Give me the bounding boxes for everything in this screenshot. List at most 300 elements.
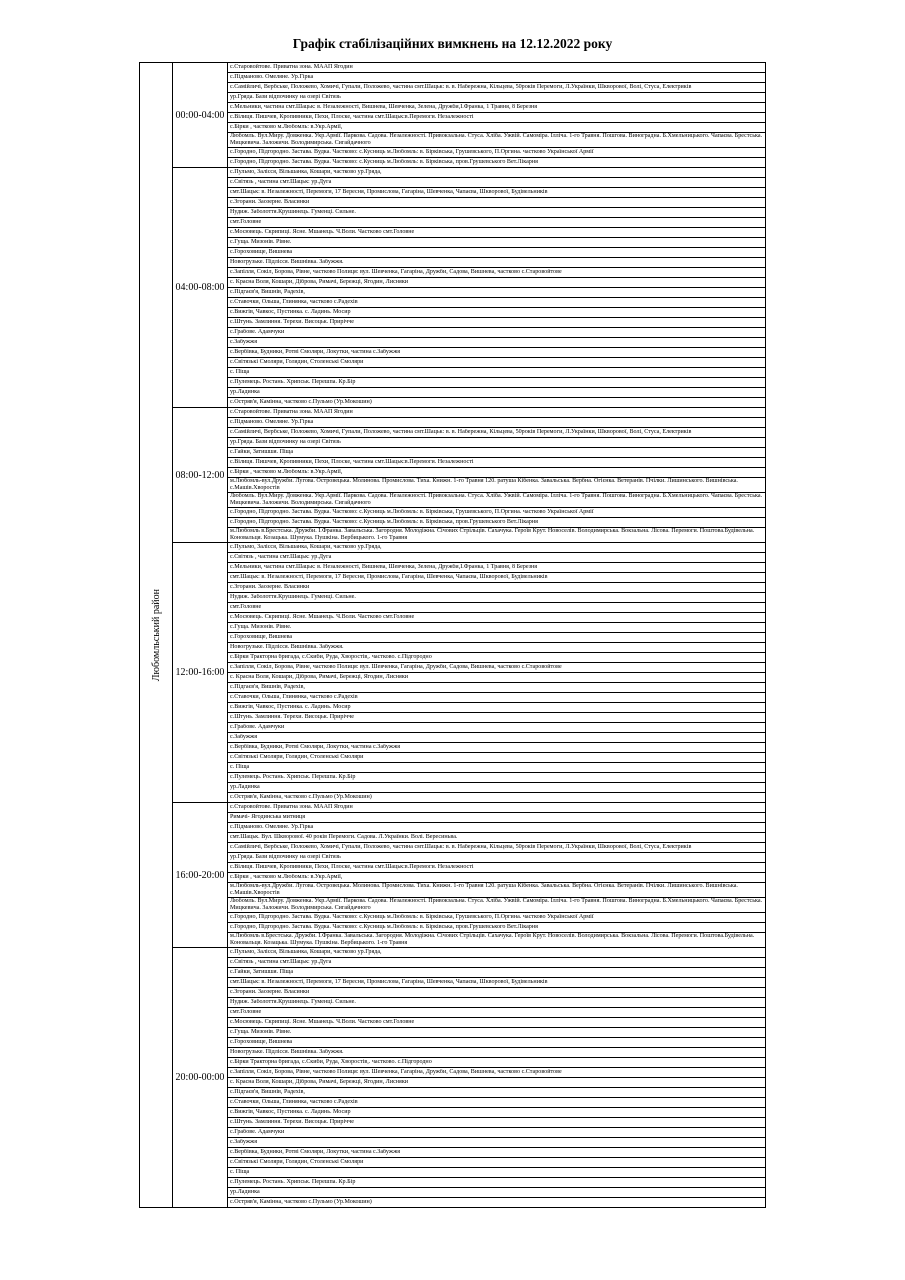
area-cell [228, 378, 766, 388]
schedule-row [140, 93, 766, 103]
area-text: Римачі- Ягодинська митниця [230, 814, 306, 820]
schedule-row [140, 933, 766, 948]
area-cell [228, 478, 766, 493]
area-cell [228, 623, 766, 633]
schedule-row [140, 408, 766, 418]
area-cell [228, 268, 766, 278]
schedule-row [140, 683, 766, 693]
area-text: с.Городно, Підгородно. Застава. Вудка. Частково: с.Кусниць м.Любомль: в. Бірківська, пров.Грушевського Вет.Лікарня [230, 924, 538, 930]
schedule-row [140, 528, 766, 543]
area-cell [228, 278, 766, 288]
area-text: с.Штунь. Замлиння. Терехи. Висоцьк. Прирічче [230, 1119, 355, 1125]
area-text: с.Старовойтове. Приватна зона. МААП Ягодин [230, 409, 353, 415]
area-cell [228, 1018, 766, 1028]
area-cell [228, 338, 766, 348]
area-text: с.Згорани. Заозерне. Власинки [230, 199, 310, 205]
area-cell [228, 83, 766, 93]
area-cell [228, 583, 766, 593]
area-cell [228, 853, 766, 863]
area-cell [228, 803, 766, 813]
schedule-row [140, 693, 766, 703]
schedule-row [140, 563, 766, 573]
schedule-body [140, 63, 766, 1208]
area-cell [228, 158, 766, 168]
area-text: с.Мельники, частина смт.Шацьк: в. Незалежності, Вишнева, Шевченка, Зелена, Дружби,І.Франка, 1 Травня, 8 Березня [230, 564, 538, 570]
area-cell [228, 723, 766, 733]
area-text: с.Мельники, частина смт.Шацьк: в. Незалежності, Вишнева, Шевченка, Зелена, Дружби,І.Франка, 1 Травня, 8 Березня [230, 104, 538, 110]
schedule-row [140, 1188, 766, 1198]
area-text: с.Мосювець. Скрипиці. Ясне. Мшанець. Ч.Воли. Частково смт.Головне [230, 1019, 415, 1025]
area-text: с.Гуща. Мизонів. Рівне. [230, 239, 292, 245]
area-cell [228, 198, 766, 208]
area-text: с.Городно, Підгородно. Застава. Вудка. Частково: с.Кусниць м.Любомль: в. Бірківська, пров.Грушевського Вет.Лікарня [230, 519, 538, 525]
area-text: с.Бірки Тракторна бригада, с.Скиби, Руда, Хворостів,. частково. с.Підгородно [230, 1059, 432, 1065]
schedule-row [140, 133, 766, 148]
schedule-row [140, 83, 766, 93]
area-text: с.Грабове. Адамчуки [230, 1129, 285, 1135]
area-cell [228, 133, 766, 148]
schedule-row [140, 1118, 766, 1128]
time-slot-cell: 08:00-12:00 [173, 408, 228, 543]
schedule-row [140, 958, 766, 968]
area-text: ур.Ладинка [230, 1189, 260, 1195]
area-text: м.Любомль в.Брестська. Дружби. І.Франка. Завальська. Загородня. Молодіжна. Січових Стрільців. Сахачука. Героїв Крут. Новоселів. Володимирська. Вокзальна. Лісова. Перемоги. Поштова.Будівельна. Коновальця. Козацька. Шумука. Пушкіна. Вербицького. 1-го Травня [230, 933, 755, 946]
area-text: смт.Шацьк: в. Незалежності, Перемоги, 17 Вересня, Промислова, Гагаріна, Шевченка, Чапаєва, Шкворової, Будівельників [230, 574, 548, 580]
area-cell [228, 318, 766, 328]
schedule-row [140, 833, 766, 843]
area-cell [228, 998, 766, 1008]
area-cell [228, 63, 766, 73]
area-text: с.Підманово. Омеляне. Ур.Гірка [230, 74, 314, 80]
area-cell [228, 238, 766, 248]
area-text: с.Згорани. Заозерне. Власинки [230, 584, 310, 590]
time-slot-cell: 20:00-00:00 [173, 948, 228, 1208]
area-cell [228, 408, 766, 418]
schedule-row [140, 218, 766, 228]
area-text: с.Вижгів, Чавкос, Пустинка. с. Ладинь. Мосир [230, 309, 351, 315]
area-text: с.Остряв'я, Камінна, частково с.Пульмо (Ур.Мокошин) [230, 399, 372, 405]
area-cell [228, 1158, 766, 1168]
area-text: с.Бірки , частково м.Любомль: в.Укр.Армії, [230, 874, 343, 880]
area-text: с. Красна Воля, Кошари, Діброва, Римачі, Бережці, Ягодин, Лисняки [230, 279, 409, 285]
schedule-row [140, 593, 766, 603]
area-text: ур.Гряда. Бази відпочинку на озері Світязь [230, 854, 341, 860]
area-cell [228, 93, 766, 103]
area-text: с.Пулемець. Ростань. Хрипськ. Перешпа. Кр.Бір [230, 774, 356, 780]
time-slot-cell: 00:00-04:00 [173, 63, 228, 168]
area-text: Нудиж. Заболоття.Крушинець. Гуменці. Сильне. [230, 209, 356, 215]
schedule-row [140, 733, 766, 743]
area-text: ур.Гряда. Бази відпочинку на озері Світязь [230, 439, 341, 445]
area-text: с.Старовойтове. Приватна зона. МААП Ягодин [230, 64, 353, 70]
area-text: с.Вербівка, Будники, Ротві Смоляри, Локутки, частина с.Забужжя [230, 744, 401, 750]
area-text: с.Гороховище, Вишнева [230, 1039, 293, 1045]
area-cell [228, 1048, 766, 1058]
area-text: с.Вербівка, Будники, Ротві Смоляри, Локутки, частина с.Забужжя [230, 349, 401, 355]
schedule-row [140, 338, 766, 348]
area-cell [228, 683, 766, 693]
schedule-row [140, 1148, 766, 1158]
schedule-row [140, 288, 766, 298]
schedule-row [140, 913, 766, 923]
schedule-row [140, 583, 766, 593]
area-cell [228, 418, 766, 428]
area-cell [228, 873, 766, 883]
schedule-row [140, 103, 766, 113]
schedule-row [140, 438, 766, 448]
area-cell [228, 1028, 766, 1038]
schedule-row [140, 478, 766, 493]
area-text: с.Світязь , частина смт.Шацьк: ур.Дуга [230, 959, 332, 965]
area-cell [228, 1068, 766, 1078]
schedule-row [140, 368, 766, 378]
area-cell [228, 968, 766, 978]
schedule-row [140, 813, 766, 823]
area-text: ур.Ладинка [230, 784, 260, 790]
area-cell [228, 813, 766, 823]
schedule-row [140, 248, 766, 258]
schedule-row [140, 653, 766, 663]
district-cell [140, 63, 173, 1208]
area-cell [228, 458, 766, 468]
area-cell [228, 763, 766, 773]
area-text: с.Підгаєв'я, Вишнів, Радехів, [230, 289, 305, 295]
schedule-row [140, 1198, 766, 1208]
area-text: с. Красна Воля, Кошари, Діброва, Римачі, Бережці, Ягодин, Лисняки [230, 1079, 409, 1085]
schedule-row [140, 623, 766, 633]
area-cell [228, 1038, 766, 1048]
area-cell [228, 833, 766, 843]
area-text: с.Самійличі, Вербське, Положево, Хомичі, Гупали, Положево, частина смт.Шацьк: в. в. Набережна, Кільцева, 50років Перемоги, Л.Українки, Шкворової, Волі, Стуса, Електриків [230, 844, 692, 850]
area-cell [228, 773, 766, 783]
area-cell [228, 308, 766, 318]
area-cell [228, 188, 766, 198]
area-text: с.Городно, Підгородно. Застава. Вудка. Частково: с.Кусниць м.Любомль: в. Бірківська, пров.Грушевського Вет.Лікарня [230, 159, 538, 165]
area-text: с.Вербівка, Будники, Ротві Смоляри, Локутки, частина с.Забужжя [230, 1149, 401, 1155]
schedule-row [140, 398, 766, 408]
schedule-row [140, 603, 766, 613]
area-text: м.Любомль-вул.Дружби. Лугова. Островецька. Молинова. Промислова. Тиха. Книжн. 1-го Травня 120. ратуша Кібенка. Завальська. Вербна. Огієнка. Ветеранів. Пчілки. Лишинського. Вишнівська. с.Машів.Хворостів [230, 883, 738, 896]
area-cell [228, 553, 766, 563]
schedule-row [140, 1168, 766, 1178]
area-text: смт.Головне [230, 219, 262, 225]
schedule-row [140, 268, 766, 278]
area-cell [228, 1118, 766, 1128]
area-cell [228, 923, 766, 933]
area-text: с.Гуща. Мизонів. Рівне. [230, 624, 292, 630]
area-cell [228, 593, 766, 603]
area-cell [228, 603, 766, 613]
area-cell [228, 248, 766, 258]
schedule-row [140, 703, 766, 713]
area-text: с.Світязькі Смоляри, Голядин, Столенські Смоляри [230, 359, 364, 365]
area-cell [228, 1078, 766, 1088]
area-text: с.Ставочки, Ольша, Глинянка, частково с.Радехів [230, 299, 358, 305]
area-cell [228, 208, 766, 218]
area-cell [228, 988, 766, 998]
schedule-row [140, 883, 766, 898]
area-text: с.Підманово. Омеляне. Ур.Гірка [230, 824, 314, 830]
area-cell [228, 883, 766, 898]
area-text: с.Пульмо, Залісся, Вільшанка, Кошари, частково ур.Гряда, [230, 169, 382, 175]
area-text: м.Любомль в.Брестська. Дружби. І.Франка. Завальська. Загородня. Молодіжна. Січових Стрільців. Сахачука. Героїв Крут. Новоселів. Володимирська. Вокзальна. Лісова. Перемоги. Поштова.Будівельна. Коновальця. Козацька. Шумука. Пушкіна. Вербицького. 1-го Травня [230, 528, 755, 541]
schedule-row [140, 853, 766, 863]
area-text: с.Підгаєв'я, Вишнів, Радехів, [230, 1089, 305, 1095]
area-cell [228, 673, 766, 683]
area-cell [228, 468, 766, 478]
schedule-row [140, 1158, 766, 1168]
area-text: смт.Головне [230, 604, 262, 610]
schedule-row [140, 1018, 766, 1028]
schedule-row [140, 508, 766, 518]
schedule-row [140, 633, 766, 643]
time-slot-cell: 12:00-16:00 [173, 543, 228, 803]
area-cell [228, 228, 766, 238]
schedule-row [140, 418, 766, 428]
area-cell [228, 358, 766, 368]
schedule-row [140, 168, 766, 178]
schedule-row [140, 948, 766, 958]
schedule-row [140, 318, 766, 328]
schedule-row [140, 378, 766, 388]
area-text: с.Бірки , частково м.Любомль: в.Укр.Армії, [230, 469, 343, 475]
area-cell [228, 643, 766, 653]
schedule-row [140, 458, 766, 468]
schedule-row [140, 188, 766, 198]
area-cell [228, 863, 766, 873]
schedule-row [140, 308, 766, 318]
time-slot-cell: 16:00-20:00 [173, 803, 228, 948]
area-cell [228, 1178, 766, 1188]
area-cell [228, 693, 766, 703]
area-text: с.Пульмо, Залісся, Вільшанка, Кошари, частково ур.Гряда, [230, 949, 382, 955]
schedule-row [140, 278, 766, 288]
area-text: с.Мосювець. Скрипиці. Ясне. Мшанець. Ч.Воли. Частково смт.Головне [230, 614, 415, 620]
area-cell [228, 388, 766, 398]
area-cell [228, 73, 766, 83]
area-text: с.Вілиця. Пишчев, Кропивники, Пехи, Плоске, частина смт.Шацьк:в.Перемоги. Незалежності [230, 864, 474, 870]
area-cell [228, 948, 766, 958]
schedule-row [140, 613, 766, 623]
area-text: с.Штунь. Замлиння. Терехи. Висоцьк. Прирічче [230, 319, 355, 325]
area-cell [228, 103, 766, 113]
area-cell [228, 258, 766, 268]
area-cell [228, 298, 766, 308]
area-text: Нудиж. Заболоття.Крушинець. Гуменці. Сильне. [230, 594, 356, 600]
schedule-row [140, 1038, 766, 1048]
area-text: с. Піща [230, 764, 250, 770]
area-cell [228, 753, 766, 763]
area-cell [228, 703, 766, 713]
area-cell [228, 368, 766, 378]
area-cell [228, 328, 766, 338]
schedule-row [140, 1048, 766, 1058]
area-text: с.Запілля, Сокіл, Борова, Рівне, частково Полиця: вул. Шевченка, Гагаріна, Дружби, Садова, Вишнева, частково с.Старовойтове [230, 1069, 562, 1075]
schedule-row [140, 358, 766, 368]
area-text: с.Світязь , частина смт.Шацьк: ур.Дуга [230, 179, 332, 185]
schedule-row [140, 773, 766, 783]
area-cell [228, 113, 766, 123]
area-cell [228, 633, 766, 643]
schedule-row [140, 783, 766, 793]
area-cell [228, 823, 766, 833]
schedule-row [140, 148, 766, 158]
area-cell [228, 713, 766, 723]
area-text: с.Самійличі, Вербське, Положево, Хомичі, Гупали, Положево, частина смт.Шацьк: в. в. Набережна, Кільцева, 50років Перемоги, Л.Українки, Шкворової, Волі, Стуса, Електриків [230, 84, 692, 90]
schedule-row [140, 543, 766, 553]
area-text: с.Гороховище, Вишнева [230, 249, 293, 255]
area-cell [228, 1148, 766, 1158]
area-cell [228, 528, 766, 543]
area-text: смт.Шацьк: в. Незалежності, Перемоги, 17 Вересня, Промислова, Гагаріна, Шевченка, Чапаєва, Шкворової, Будівельників [230, 189, 548, 195]
area-text: с.Згорани. Заозерне. Власинки [230, 989, 310, 995]
area-cell [228, 1008, 766, 1018]
schedule-row [140, 123, 766, 133]
schedule-row [140, 1068, 766, 1078]
schedule-row [140, 743, 766, 753]
area-text: с.Пулемець. Ростань. Хрипськ. Перешпа. Кр.Бір [230, 379, 356, 385]
area-text: с.Бірки , частково м.Любомль: в.Укр.Армії, [230, 124, 343, 130]
schedule-row [140, 228, 766, 238]
area-text: с. Красна Воля, Кошари, Діброва, Римачі, Бережці, Ягодин, Лисняки [230, 674, 409, 680]
area-cell [228, 148, 766, 158]
area-text: смт.Шацьк: в. Незалежності, Перемоги, 17 Вересня, Промислова, Гагаріна, Шевченка, Чапаєва, Шкворової, Будівельників [230, 979, 548, 985]
schedule-row [140, 843, 766, 853]
area-text: с.Підманово. Омеляне. Ур.Гірка [230, 419, 314, 425]
area-text: с.Запілля, Сокіл, Борова, Рівне, частково Полиця: вул. Шевченка, Гагаріна, Дружби, Садова, Вишнева, частково с.Старовойтове [230, 269, 562, 275]
area-text: с.Вижгів, Чавкос, Пустинка. с. Ладинь. Мосир [230, 704, 351, 710]
area-text: м.Любомль-вул.Дружби. Лугова. Островецька. Молинова. Промислова. Тиха. Книжн. 1-го Травня 120. ратуша Кібенка. Завальська. Вербна. Огієнка. Ветеранів. Пчілки. Лишинського. Вишнівська. с.Машів.Хворостів [230, 478, 738, 491]
area-text: с.Вілиця. Пишчев, Кропивники, Пехи, Плоске, частина смт.Шацьк:в.Перемоги. Незалежності [230, 459, 474, 465]
schedule-row [140, 158, 766, 168]
schedule-row [140, 348, 766, 358]
schedule-row [140, 208, 766, 218]
area-text: с.Підгаєв'я, Вишнів, Радехів, [230, 684, 305, 690]
area-text: ур.Гряда. Бази відпочинку на озері Світязь [230, 94, 341, 100]
schedule-row [140, 863, 766, 873]
area-cell [228, 1098, 766, 1108]
schedule-row [140, 753, 766, 763]
area-text: с.Вілиця. Пишчев, Кропивники, Пехи, Плоске, частина смт.Шацьк:в.Перемоги. Незалежності [230, 114, 474, 120]
area-cell [228, 613, 766, 623]
area-text: с.Остряв'я, Камінна, частково с.Пульмо (Ур.Мокошин) [230, 794, 372, 800]
area-text: с.Пульмо, Залісся, Вільшанка, Кошари, частково ур.Гряда, [230, 544, 382, 550]
area-text: с.Городно, Підгородно. Застава. Вудка. Частково: с.Кусниць м.Любомль: в. Бірківська, Грушевського, П.Оргина. частково Української Армії [230, 509, 594, 515]
area-text: с.Гайки, Затишшя. Піща [230, 449, 294, 455]
area-text: с.Городно, Підгородно. Застава. Вудка. Частково: с.Кусниць м.Любомль: в. Бірківська, Грушевського, П.Оргина. частково Української Армії [230, 149, 594, 155]
schedule-row [140, 63, 766, 73]
area-text: ур.Ладинка [230, 389, 260, 395]
area-text: с.Забужжя [230, 734, 258, 740]
schedule-row [140, 1178, 766, 1188]
area-text: с.Остряв'я, Камінна, частково с.Пульмо (Ур.Мокошин) [230, 1199, 372, 1205]
area-text: с.Світязькі Смоляри, Голядин, Столенські Смоляри [230, 1159, 364, 1165]
schedule-row [140, 1108, 766, 1118]
schedule-row [140, 328, 766, 338]
schedule-row [140, 803, 766, 813]
area-cell [228, 508, 766, 518]
area-cell [228, 1108, 766, 1118]
area-text: с. Піща [230, 369, 250, 375]
schedule-row [140, 238, 766, 248]
schedule-row [140, 553, 766, 563]
time-slot-cell: 04:00-08:00 [173, 168, 228, 408]
schedule-row [140, 998, 766, 1008]
area-text: смт.Шацьк. Вул. Шкворової. 40 років Перемоги. Садова. Л.Українки. Волі. Вересиньва. [230, 834, 458, 840]
area-cell [228, 1088, 766, 1098]
schedule-row [140, 723, 766, 733]
area-cell [228, 1138, 766, 1148]
area-text: с.Гуща. Мизонів. Рівне. [230, 1029, 292, 1035]
area-text: с.Штунь. Замлиння. Терехи. Висоцьк. Прирічче [230, 714, 355, 720]
area-cell [228, 843, 766, 853]
area-text: с.Городно, Підгородно. Застава. Вудка. Частково: с.Кусниць м.Любомль: в. Бірківська, Грушевського, П.Оргина. частково Української Армії [230, 914, 594, 920]
area-cell [228, 933, 766, 948]
area-text: с.Ставочки, Ольша, Глинянка, частково с.Радехів [230, 694, 358, 700]
area-cell [228, 218, 766, 228]
schedule-row [140, 1128, 766, 1138]
schedule-row [140, 1078, 766, 1088]
area-text: Любомль. Вул.Миру. Довженка. Укр.Армії. Паркова. Садова. Незалежності. Привокзальна. Стуса. Хліба. Ужвій. Самоміра. Ілліча. 1-го Травня. Пошгова. Виноградна. Б.Хмельницького. Чапаєва. Брестська. Мицкевича. Заложичи. Володимирська. Сигайдачного [230, 898, 763, 911]
schedule-row [140, 978, 766, 988]
area-cell [228, 1128, 766, 1138]
area-cell [228, 428, 766, 438]
area-cell [228, 743, 766, 753]
area-cell [228, 1058, 766, 1068]
schedule-row [140, 1088, 766, 1098]
schedule-row [140, 428, 766, 438]
area-cell [228, 563, 766, 573]
area-cell [228, 348, 766, 358]
document-title: Графік стабілізаційних вимкнень на 12.12.2022 року [292, 36, 613, 51]
area-cell [228, 898, 766, 913]
area-cell [228, 653, 766, 663]
area-text: с.Старовойтове. Приватна зона. МААП Ягодин [230, 804, 353, 810]
area-text: с.Світязь , частина смт.Шацьк: ур.Дуга [230, 554, 332, 560]
schedule-row [140, 873, 766, 883]
schedule-row [140, 258, 766, 268]
schedule-row [140, 448, 766, 458]
area-text: смт.Головне [230, 1009, 262, 1015]
schedule-row [140, 1028, 766, 1038]
area-text: с.Грабове. Адамчуки [230, 329, 285, 335]
area-cell [228, 518, 766, 528]
schedule-row [140, 988, 766, 998]
area-cell [228, 663, 766, 673]
schedule-row [140, 298, 766, 308]
schedule-row [140, 673, 766, 683]
area-text: Новогрузьке. Підлісся. Вишнівка. Забужжя. [230, 1049, 344, 1055]
area-text: Новогрузьке. Підлісся. Вишнівка. Забужжя. [230, 644, 344, 650]
schedule-row [140, 178, 766, 188]
area-text: с.Вижгів, Чавкос, Пустинка. с. Ладинь. Мосир [230, 1109, 351, 1115]
area-cell [228, 448, 766, 458]
area-cell [228, 783, 766, 793]
schedule-row [140, 388, 766, 398]
outage-schedule-table [139, 62, 766, 1208]
schedule-row [140, 793, 766, 803]
area-cell [228, 793, 766, 803]
area-cell [228, 978, 766, 988]
schedule-row [140, 823, 766, 833]
area-cell [228, 398, 766, 408]
schedule-row [140, 1008, 766, 1018]
area-text: с.Світязькі Смоляри, Голядин, Столенські Смоляри [230, 754, 364, 760]
area-cell [228, 178, 766, 188]
area-text: Любомль. Вул.Миру. Довженка. Укр.Армії. Паркова. Садова. Незалежності. Привокзальна. Стуса. Хліба. Ужвій. Самоміра. Ілліча. 1-го Травня. Пошгова. Виноградна. Б.Хмельницького. Чапаєва. Брестська. Мицкевича. Заложичи. Володимирська. Сигайдачного [230, 493, 763, 506]
schedule-row [140, 73, 766, 83]
area-cell [228, 288, 766, 298]
